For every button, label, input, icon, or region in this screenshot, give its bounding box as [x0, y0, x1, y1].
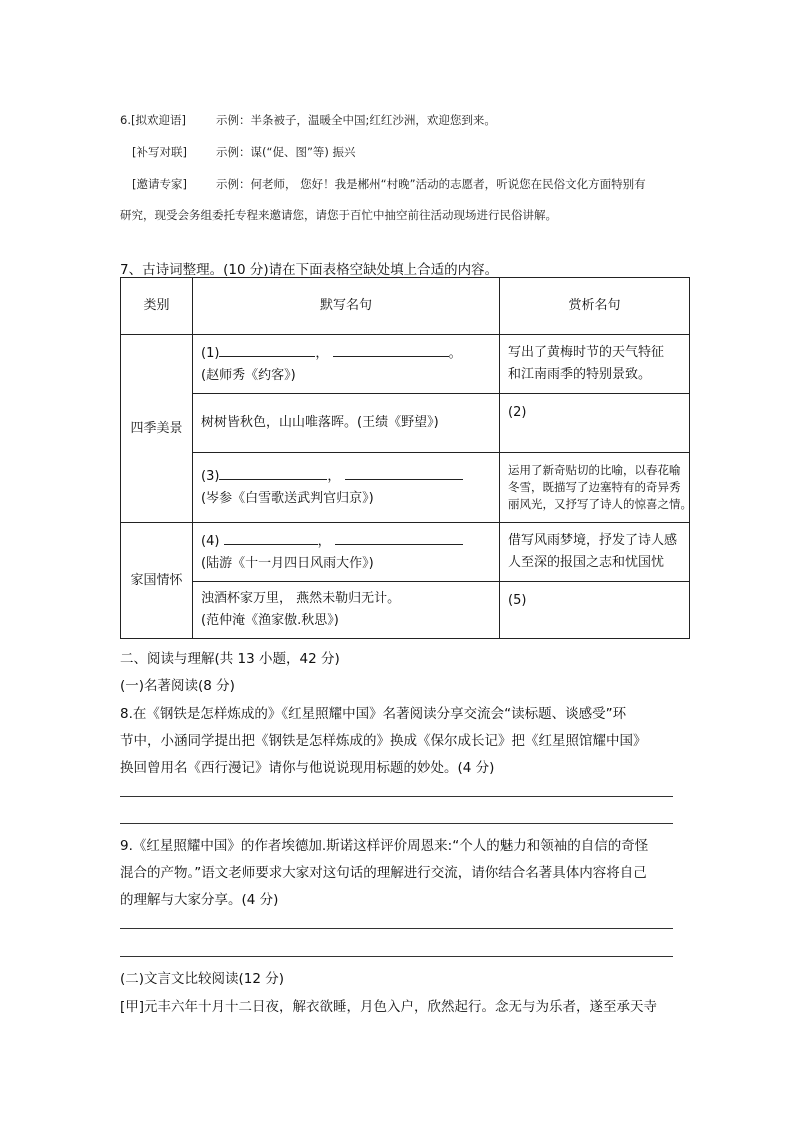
q6-tag-3: [邀请专家]	[132, 177, 187, 191]
blank-number-3: (3)	[201, 469, 220, 484]
q7-title: 7、古诗词整理。(10 分)请在下面表格空缺处填上合适的内容。	[120, 262, 499, 278]
answer-blank[interactable]	[219, 342, 315, 357]
q6-tag-1: [拟欢迎语]	[130, 113, 186, 127]
table-row	[121, 523, 690, 582]
table-header-row	[121, 278, 690, 335]
separator: ，	[327, 469, 341, 484]
poetry-table	[120, 277, 690, 639]
q8-line-1: 8.在《钢铁是怎样炼成的》《红星照耀中国》名著阅读分享交流会“读标题、谈感受”环	[120, 706, 627, 722]
answer-blank[interactable]	[224, 530, 318, 545]
q8-line-2: 节中，小涵同学提出把《钢铁是怎样炼成的》换成《保尔成长记》把《红星照馆耀中国》	[120, 733, 647, 749]
blank-number-1: (1)	[201, 345, 220, 361]
q9-line-2: 混合的产物。”语文老师要求大家对这句话的理解进行交流，请你结合名著具体内容将自己	[120, 865, 647, 881]
answer-blank[interactable]	[335, 530, 463, 545]
table-row	[121, 453, 690, 523]
analysis-text: 人至深的报国之志和忧国忧	[508, 555, 665, 570]
analysis-text: 冬雪，既描写了边塞特有的奇异秀	[508, 480, 681, 494]
source-1: (赵师秀《约客》)	[201, 367, 296, 383]
analysis-blank-5[interactable]: (5)	[500, 582, 690, 639]
recite-cell-3	[193, 453, 500, 523]
analysis-cell-4	[500, 523, 690, 582]
header-recite: 默写名句	[193, 278, 500, 335]
table-row	[121, 335, 690, 394]
category-seasons: 四季美景	[121, 335, 193, 523]
separator: ，	[315, 345, 329, 361]
recite-cell-4	[193, 523, 500, 582]
blank-number-4: (4)	[201, 533, 220, 549]
recite-cell-1	[193, 335, 500, 394]
q6-answer-2: 示例：谋(“促、图”等) 振兴	[216, 145, 356, 159]
end-mark: 。	[448, 345, 462, 361]
analysis-cell-3	[500, 453, 690, 523]
source-4: (陆游《十一月四日风雨大作》)	[201, 555, 374, 571]
answer-blank[interactable]	[345, 465, 463, 480]
classical-text-jia: [甲]元丰六年十月十二日夜，解衣欲睡，月色入户，欣然起行。念无与为乐者，遂至承天寺	[120, 999, 658, 1015]
section-2-sub-1: (一)名著阅读(8 分)	[120, 678, 235, 694]
analysis-blank-2[interactable]: (2)	[500, 394, 690, 453]
q8-line-3: 换回曾用名《西行漫记》请你与他说说现用标题的妙处。(4 分)	[120, 760, 495, 776]
separator: ，	[317, 533, 331, 549]
source-3: (岑参《白雪歌送武判官归京》)	[201, 491, 374, 506]
source-5: (范仲淹《渔家傲.秋思》)	[201, 613, 339, 628]
fill-line-1	[201, 342, 491, 365]
answer-blank[interactable]	[333, 342, 449, 357]
analysis-text: 写出了黄梅时节的天气特征	[508, 345, 665, 360]
q6-line-2	[132, 144, 680, 160]
recite-cell-2: 树树皆秋色，山山唯落晖。(王绩《野望》)	[193, 394, 500, 453]
fill-line-3	[201, 465, 491, 488]
q6-answer-3: 示例：何老师， 您好！我是郴州“村晚”活动的志愿者，听说您在民俗文化方面特别有	[216, 177, 646, 191]
category-patriotism: 家国情怀	[121, 523, 193, 639]
q9-answer-line[interactable]	[120, 928, 673, 929]
recite-cell-5	[193, 582, 500, 639]
q8-answer-line[interactable]	[120, 823, 673, 824]
section-2-sub-2: (二)文言文比较阅读(12 分)	[120, 971, 285, 987]
q6-line-1	[120, 112, 680, 128]
q8-answer-line[interactable]	[120, 796, 673, 797]
poem-line-5: 浊酒杯家万里， 燕然未勒归无计。	[201, 591, 401, 606]
answer-blank[interactable]	[219, 465, 327, 480]
table-row	[121, 394, 690, 453]
q9-answer-line[interactable]	[120, 956, 673, 957]
fill-line-4	[201, 530, 491, 553]
table-row	[121, 582, 690, 639]
analysis-text: 借写风雨梦境，抒发了诗人感	[508, 533, 678, 548]
analysis-text: 丽风光，又抒写了诗人的惊喜之情。	[508, 497, 692, 511]
q9-line-3: 的理解与大家分享。(4 分)	[120, 892, 279, 908]
header-category: 类别	[121, 278, 193, 335]
section-2-title: 二、阅读与理解(共 13 小题，42 分)	[120, 651, 340, 667]
q6-label: 6.	[120, 113, 131, 127]
q6-tag-2: [补写对联]	[132, 145, 187, 159]
analysis-cell-1	[500, 335, 690, 394]
q6-answer-1: 示例：半条被子，温暖全中国;红红沙洲，欢迎您到来。	[216, 113, 496, 127]
q9-line-1: 9.《红星照耀中国》的作者埃德加.斯诺这样评价周恩来:“个人的魅力和领袖的自信的奇怪	[120, 838, 649, 854]
analysis-text: 和江南雨季的特别景致。	[508, 367, 652, 382]
q6-continuation: 研究，现受会务组委托专程来邀请您，请您于百忙中抽空前往活动现场进行民俗讲解。	[120, 208, 557, 222]
q6-line-3	[132, 176, 680, 192]
analysis-text: 运用了新奇贴切的比喻，以春花喻	[508, 463, 681, 477]
header-analysis: 赏析名句	[500, 278, 690, 335]
